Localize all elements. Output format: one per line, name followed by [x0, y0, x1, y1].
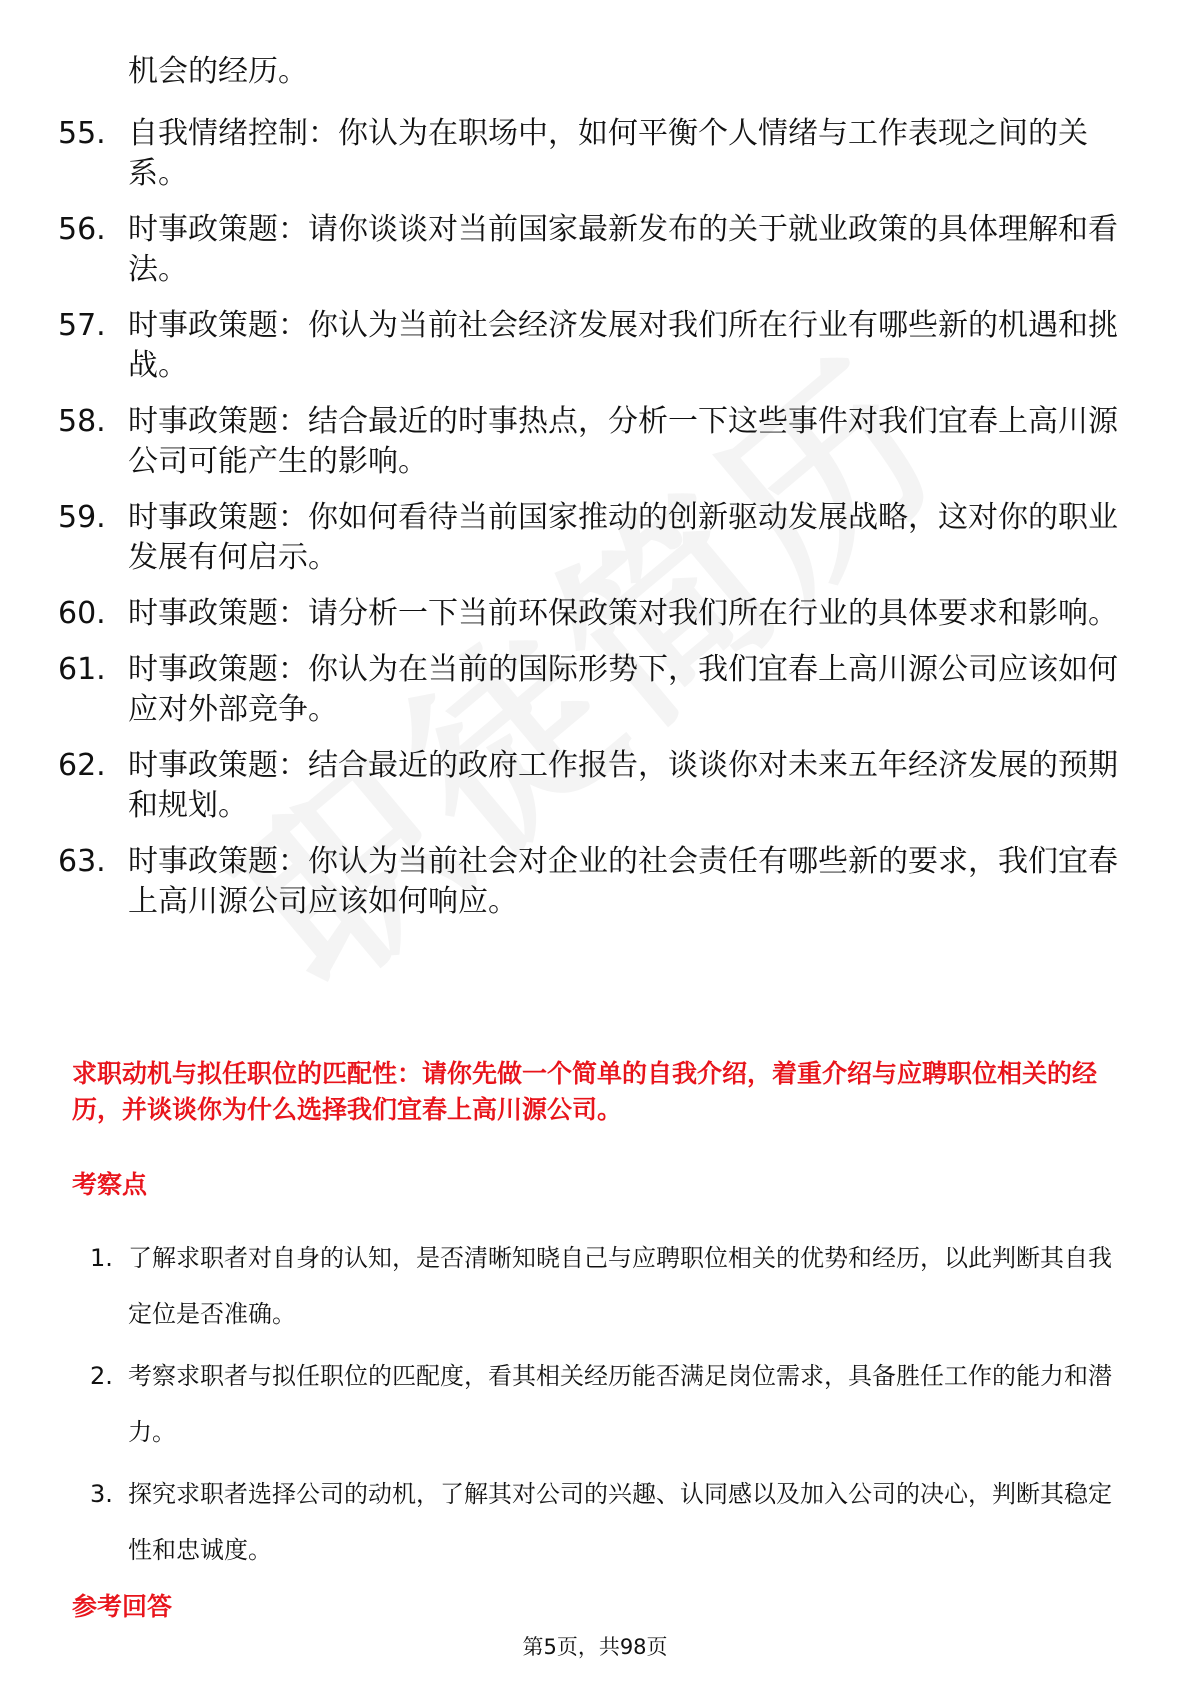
question-item [58, 402, 1118, 482]
assessment-text: 探究求职者选择公司的动机，了解其对公司的兴趣、认同感以及加入公司的决心，判断其稳定性和忠诚度。 [128, 1480, 1112, 1564]
assessment-item [90, 1466, 1130, 1578]
question-number: 56. [58, 212, 106, 247]
assessment-number: 3. [90, 1480, 113, 1508]
question-text: 时事政策题：请分析一下当前环保政策对我们所在行业的具体要求和影响。 [128, 596, 1118, 631]
assessment-list [90, 1230, 1130, 1584]
question-number: 62. [58, 748, 106, 783]
assessment-item [90, 1348, 1130, 1460]
question-item [58, 650, 1118, 730]
continuation-text: 机会的经历。 [128, 54, 308, 89]
question-text: 时事政策题：你认为当前社会对企业的社会责任有哪些新的要求，我们宜春上高川源公司应该如何响应。 [128, 844, 1118, 919]
answer-heading: 参考回答 [72, 1592, 173, 1621]
question-item [58, 594, 1118, 634]
question-text: 时事政策题：请你谈谈对当前国家最新发布的关于就业政策的具体理解和看法。 [128, 212, 1118, 287]
question-number: 61. [58, 652, 106, 687]
question-number: 57. [58, 308, 106, 343]
assessment-number: 1. [90, 1244, 113, 1272]
featured-question: 求职动机与拟任职位的匹配性：请你先做一个简单的自我介绍，着重介绍与应聘职位相关的经历，并谈谈你为什么选择我们宜春上高川源公司。 [72, 1059, 1098, 1124]
assessment-heading: 考察点 [72, 1170, 148, 1199]
assessment-text: 考察求职者与拟任职位的匹配度，看其相关经历能否满足岗位需求，具备胜任工作的能力和潜力。 [128, 1362, 1112, 1446]
question-number: 58. [58, 404, 106, 439]
question-text: 时事政策题：你认为当前社会经济发展对我们所在行业有哪些新的机遇和挑战。 [128, 308, 1118, 383]
question-item [58, 746, 1118, 826]
question-text: 时事政策题：你认为在当前的国际形势下，我们宜春上高川源公司应该如何应对外部竞争。 [128, 652, 1118, 727]
question-item [58, 498, 1118, 578]
question-text: 时事政策题：结合最近的政府工作报告，谈谈你对未来五年经济发展的预期和规划。 [128, 748, 1118, 823]
assessment-number: 2. [90, 1362, 113, 1390]
question-text: 时事政策题：结合最近的时事热点，分析一下这些事件对我们宜春上高川源公司可能产生的影响。 [128, 404, 1118, 479]
question-number: 60. [58, 596, 106, 631]
assessment-item [90, 1230, 1130, 1342]
page-footer: 第5页，共98页 [522, 1635, 668, 1659]
question-item [58, 842, 1118, 922]
question-item [58, 114, 1118, 194]
question-number: 59. [58, 500, 106, 535]
question-number: 63. [58, 844, 106, 879]
question-item [58, 306, 1118, 386]
question-number: 55. [58, 116, 106, 151]
question-list [58, 114, 1118, 938]
question-text: 自我情绪控制：你认为在职场中，如何平衡个人情绪与工作表现之间的关系。 [128, 116, 1088, 191]
question-item [58, 210, 1118, 290]
assessment-text: 了解求职者对自身的认知，是否清晰知晓自己与应聘职位相关的优势和经历，以此判断其自我定位是否准确。 [128, 1244, 1112, 1328]
question-text: 时事政策题：你如何看待当前国家推动的创新驱动发展战略，这对你的职业发展有何启示。 [128, 500, 1118, 575]
